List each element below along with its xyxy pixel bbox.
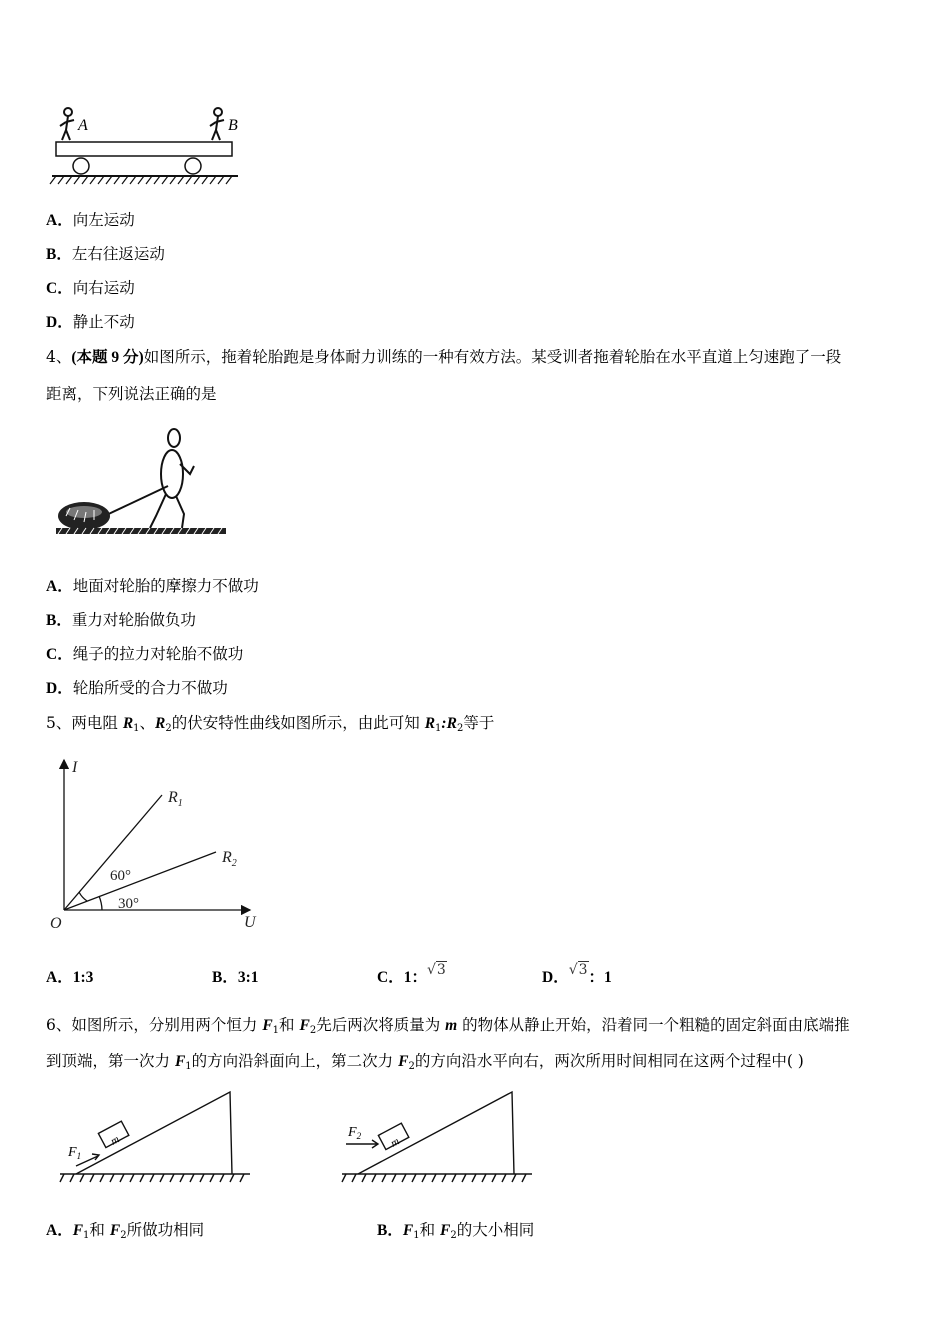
r1-label: $R_1$ <box>168 789 183 809</box>
tire-runner-figure <box>54 424 230 544</box>
block-1-label: m <box>108 1133 122 1148</box>
q5-option-b[interactable]: B．3:1 <box>212 969 259 986</box>
q4-option-b[interactable]: B．重力对轮胎做负功 <box>46 611 196 629</box>
q4-number: 4、 <box>46 348 72 366</box>
force-arrow-2 <box>346 1140 378 1148</box>
force-2-label: $F_2$ <box>348 1125 362 1141</box>
sqrt-icon: √3 <box>568 962 588 978</box>
q4-option-d[interactable]: D．轮胎所受的合力不做功 <box>46 679 228 697</box>
label-a: A <box>78 117 88 134</box>
angle-arc-60 <box>79 892 87 901</box>
block-2-label: m <box>388 1135 402 1150</box>
q4-stem-line2: 距离，下列说法正确的是 <box>46 385 217 403</box>
label-b: B <box>228 117 238 134</box>
q5-option-c[interactable]: C．1：√3 <box>377 966 447 989</box>
wheel-left <box>73 158 89 174</box>
q4-option-a[interactable]: A．地面对轮胎的摩擦力不做功 <box>46 577 259 595</box>
sqrt-icon: √3 <box>426 962 446 978</box>
q3-option-c[interactable]: C．向右运动 <box>46 279 135 297</box>
r2-label: $R_2$ <box>222 849 237 869</box>
iu-graph <box>44 752 274 937</box>
q4-stem-line1: 4、(本题 9 分)如图所示，拖着轮胎跑是身体耐力训练的一种有效方法。某受训者拖着轮胎在水平直道上匀速跑了一段 <box>46 348 842 366</box>
q6-stem-line1: 6、如图所示，分别用两个恒力 $F_1$和 $F_2$先后两次将质量为 m 的物体从静止开始，沿着同一个粗糙的固定斜面由底端推 <box>46 1016 850 1036</box>
cart-board <box>56 142 232 156</box>
force-1-label: $F_1$ <box>68 1145 82 1161</box>
incline-figure-2 <box>340 1088 540 1188</box>
q3-option-b[interactable]: B．左右往返运动 <box>46 245 165 263</box>
person-b-icon <box>210 108 224 140</box>
cart-figure <box>48 100 248 192</box>
q6-option-a[interactable]: A．$F_1$和 $F_2$所做功相同 <box>46 1221 205 1241</box>
runner-body-icon <box>161 450 183 498</box>
q6-stem-line2: 到顶端，第一次力 $F_1$的方向沿斜面向上，第二次力 $F_2$的方向沿水平向右，两次所用时间相同在这两个过程中( ) <box>46 1052 804 1072</box>
person-a-icon <box>60 108 74 140</box>
q5-stem: 5、两电阻 $R_1$、$R_2$的伏安特性曲线如图所示，由此可知 $R_1:R_2$等于 <box>46 714 495 734</box>
q3-option-d[interactable]: D．静止不动 <box>46 313 135 331</box>
q5-option-a[interactable]: A．1:3 <box>46 969 94 986</box>
q4-points: (本题 9 分) <box>71 349 144 366</box>
wheel-right <box>185 158 201 174</box>
q3-option-a[interactable]: A．向左运动 <box>46 211 135 229</box>
x-axis-label: U <box>244 914 256 931</box>
angle-30-label: 30° <box>118 896 139 912</box>
tire-icon <box>58 502 110 530</box>
line-r2 <box>64 852 216 910</box>
angle-arc-30 <box>99 896 102 910</box>
q6-option-b[interactable]: B．$F_1$和 $F_2$的大小相同 <box>377 1221 535 1241</box>
y-axis-label: I <box>72 759 78 776</box>
q5-option-d[interactable]: D．√3：1 <box>542 966 612 989</box>
origin-label: O <box>50 915 62 932</box>
ground-hatch <box>50 176 238 184</box>
ground-hatch <box>56 528 226 534</box>
q4-option-c[interactable]: C．绳子的拉力对轮胎不做功 <box>46 645 244 663</box>
angle-60-label: 60° <box>110 868 131 884</box>
runner-head-icon <box>168 429 180 447</box>
incline-figure-1 <box>58 1088 258 1188</box>
